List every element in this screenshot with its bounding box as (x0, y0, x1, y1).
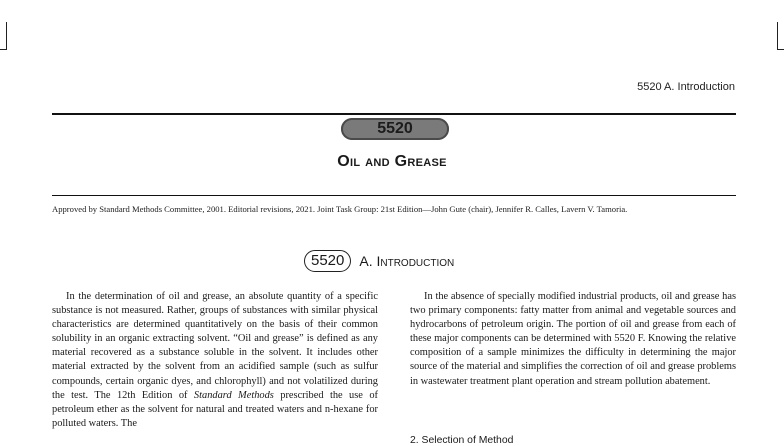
crop-mark-right-horizontal (778, 49, 784, 50)
top-rule (52, 113, 736, 115)
approval-note: Approved by Standard Methods Committee, 2001. Editorial revisions, 2021. Joint Task Group: 21st Edition—John Gute (chair), Jennifer R. Calles, Lavern V. Tamoria. (52, 204, 628, 214)
right-column (410, 290, 736, 389)
crop-mark-left-horizontal (0, 49, 6, 50)
running-head: 5520 A. Introduction (637, 81, 735, 93)
right-paragraph: In the absence of specially modified industrial products, oil and grease has two primary components: fatty matter from animal and vegetable sources and hydrocarbons of petroleum origin. The portion of oil and grease from each of these major components can be determined with 5520 F. Knowing the relative composition of a sample minimizes the difficulty in determining the major source of the material and simplifies the correction of oil and grease problems in wastewater treatment plant operation and stream pollution abatement. (410, 291, 736, 387)
left-paragraph (52, 290, 378, 431)
title-rule (52, 195, 736, 196)
page-title: Oil and Grease (337, 153, 447, 170)
left-paragraph-italic: Standard Methods (193, 389, 274, 401)
left-column (52, 290, 378, 431)
section-heading (304, 249, 454, 273)
crop-mark-right-vertical (777, 22, 778, 50)
crop-mark-left-vertical (6, 22, 7, 50)
section-number: 5520 (304, 250, 351, 272)
section-title: A. Introduction (359, 253, 455, 269)
left-paragraph-text: In the determination of oil and grease, an absolute quantity of a specific substance is not measured. Rather, groups of substances with similar physical characteristics are determined quantitatively on the basis of their common solubility in an organic extracting solvent. “Oil and grease” is defined as any material recovered as a substance soluble in the solvent. It includes other material extracted by the solvent from an acidified sample (such as sulfur compounds, certain organic dyes, and chlorophyll) and not volatilized during the test. The 12th Edition of (52, 291, 378, 401)
method-number-badge: 5520 (341, 118, 449, 140)
subheading-selection-of-method: 2. Selection of Method (410, 435, 514, 446)
left-paragraph-tail: prescribed the use of petroleum ether as the solvent for natural and treated waters and n-hexane for polluted waters. The (52, 389, 378, 429)
